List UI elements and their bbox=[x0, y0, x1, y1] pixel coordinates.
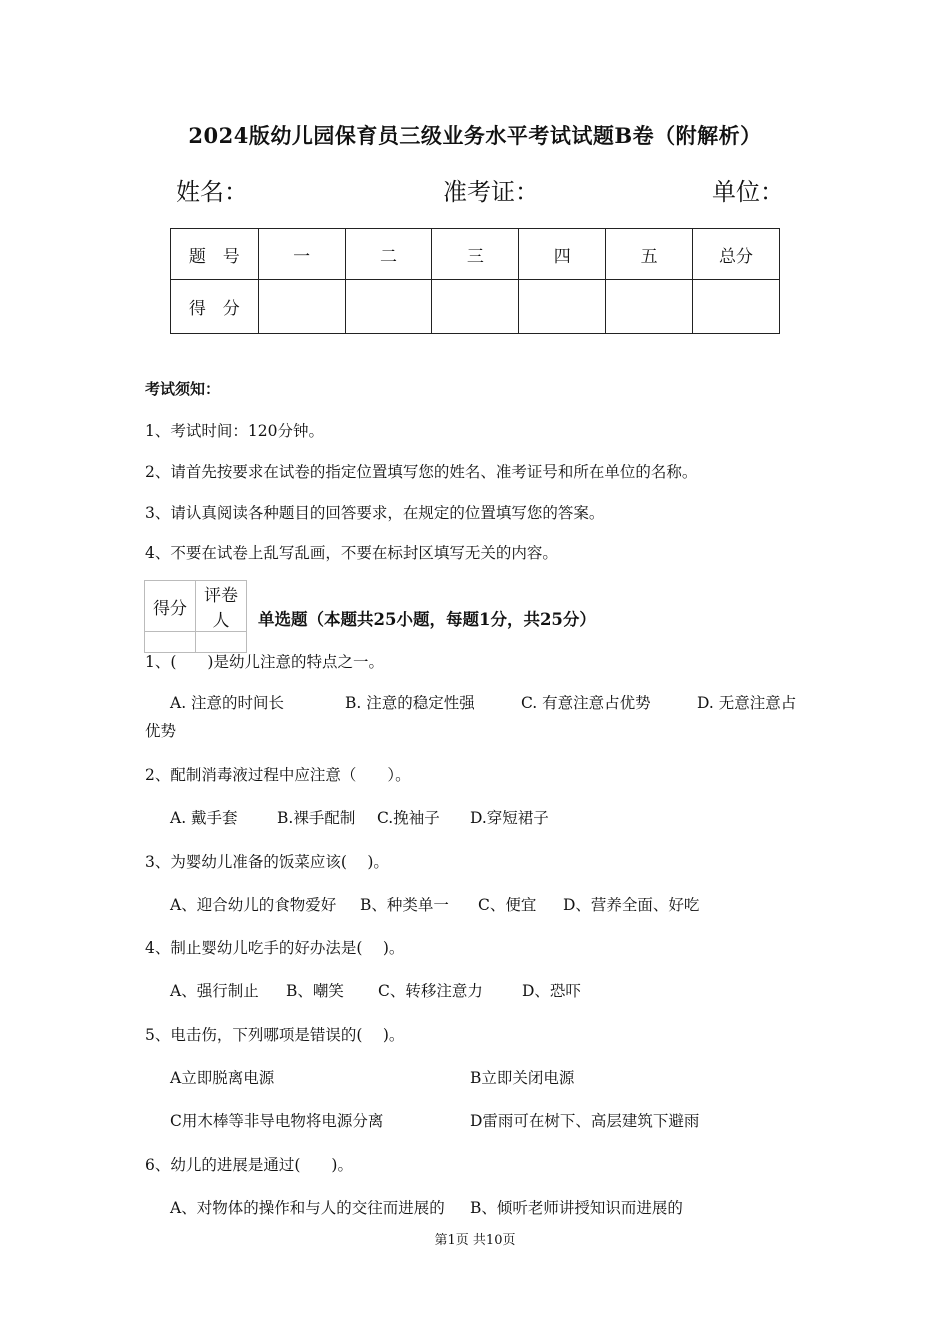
option-b: B.裸手配制 bbox=[277, 809, 356, 827]
option-a: A. 戴手套 bbox=[170, 809, 238, 827]
option-c: C、转移注意力 bbox=[378, 982, 483, 1000]
score-table bbox=[170, 228, 780, 334]
score-cell bbox=[432, 280, 519, 334]
option-d: D.穿短裙子 bbox=[470, 809, 549, 827]
notice-item: 3、请认真阅读各种题目的回答要求，在规定的位置填写您的答案。 bbox=[145, 504, 605, 522]
question-stem: 2、配制消毒液过程中应注意（ ）。 bbox=[145, 766, 411, 784]
option-a: A立即脱离电源 bbox=[170, 1069, 275, 1087]
option-c: C.挽袖子 bbox=[377, 809, 440, 827]
notice-item: 2、请首先按要求在试卷的指定位置填写您的姓名、准考证号和所在单位的名称。 bbox=[145, 463, 698, 481]
score-cell bbox=[345, 280, 432, 334]
option-c: C. 有意注意占优势 bbox=[521, 694, 651, 712]
option-a: A、对物体的操作和与人的交往而进展的 bbox=[170, 1199, 445, 1217]
option-d: D、恐吓 bbox=[522, 982, 581, 1000]
score-header-cell: 五 bbox=[606, 229, 693, 280]
score-table-header-row bbox=[171, 229, 780, 280]
option-c: C、便宜 bbox=[478, 896, 537, 914]
option-a: A、迎合幼儿的食物爱好 bbox=[170, 896, 337, 914]
score-header-cell: 三 bbox=[432, 229, 519, 280]
score-table-score-row bbox=[171, 280, 780, 334]
option-d: D. 无意注意占 bbox=[697, 694, 797, 712]
score-cell bbox=[258, 280, 345, 334]
grader-reviewer-label: 评卷人 bbox=[196, 581, 247, 632]
score-header-cell: 题 号 bbox=[171, 229, 259, 280]
name-field-label: 姓名： bbox=[176, 178, 248, 206]
option-d: D、营养全面、好吃 bbox=[563, 896, 700, 914]
grader-score-label: 得分 bbox=[145, 581, 196, 632]
question-stem: 1、( )是幼儿注意的特点之一。 bbox=[145, 653, 384, 671]
score-cell bbox=[693, 280, 780, 334]
notice-heading: 考试须知： bbox=[145, 380, 221, 398]
score-header-cell: 四 bbox=[519, 229, 606, 280]
question-stem: 4、制止婴幼儿吃手的好办法是( )。 bbox=[145, 939, 405, 957]
question-stem: 6、幼儿的进展是通过( )。 bbox=[145, 1156, 353, 1174]
score-header-cell: 总分 bbox=[693, 229, 780, 280]
option-b: B立即关闭电源 bbox=[470, 1069, 575, 1087]
unit-field-label: 单位： bbox=[712, 178, 784, 206]
score-cell bbox=[519, 280, 606, 334]
grader-box bbox=[144, 580, 247, 653]
section-title: 单选题（本题共25小题，每题1分，共25分） bbox=[258, 610, 596, 629]
page-title: 2024版幼儿园保育员三级业务水平考试试题B卷（附解析） bbox=[188, 123, 762, 148]
exam-id-field-label: 准考证： bbox=[443, 178, 539, 206]
page-footer: 第1页 共10页 bbox=[434, 1233, 516, 1248]
option-a: A、强行制止 bbox=[170, 982, 259, 1000]
score-header-cell: 一 bbox=[258, 229, 345, 280]
option-a: A. 注意的时间长 bbox=[170, 694, 285, 712]
score-row-label: 得 分 bbox=[171, 280, 259, 334]
score-header-cell: 二 bbox=[345, 229, 432, 280]
question-stem: 3、为婴幼儿准备的饭菜应该( )。 bbox=[145, 853, 389, 871]
option-d: D雷雨可在树下、高层建筑下避雨 bbox=[470, 1112, 700, 1130]
option-c: C用木棒等非导电物将电源分离 bbox=[170, 1112, 384, 1130]
score-cell bbox=[606, 280, 693, 334]
option-b: B、嘲笑 bbox=[286, 982, 344, 1000]
notice-item: 1、考试时间：120分钟。 bbox=[145, 422, 324, 440]
option-b: B、倾听老师讲授知识而进展的 bbox=[470, 1199, 683, 1217]
option-b: B、种类单一 bbox=[360, 896, 449, 914]
option-d-continued: 优势 bbox=[145, 722, 177, 740]
notice-item: 4、不要在试卷上乱写乱画，不要在标封区填写无关的内容。 bbox=[145, 544, 558, 562]
option-b: B. 注意的稳定性强 bbox=[345, 694, 475, 712]
question-stem: 5、电击伤，下列哪项是错误的( )。 bbox=[145, 1026, 405, 1044]
